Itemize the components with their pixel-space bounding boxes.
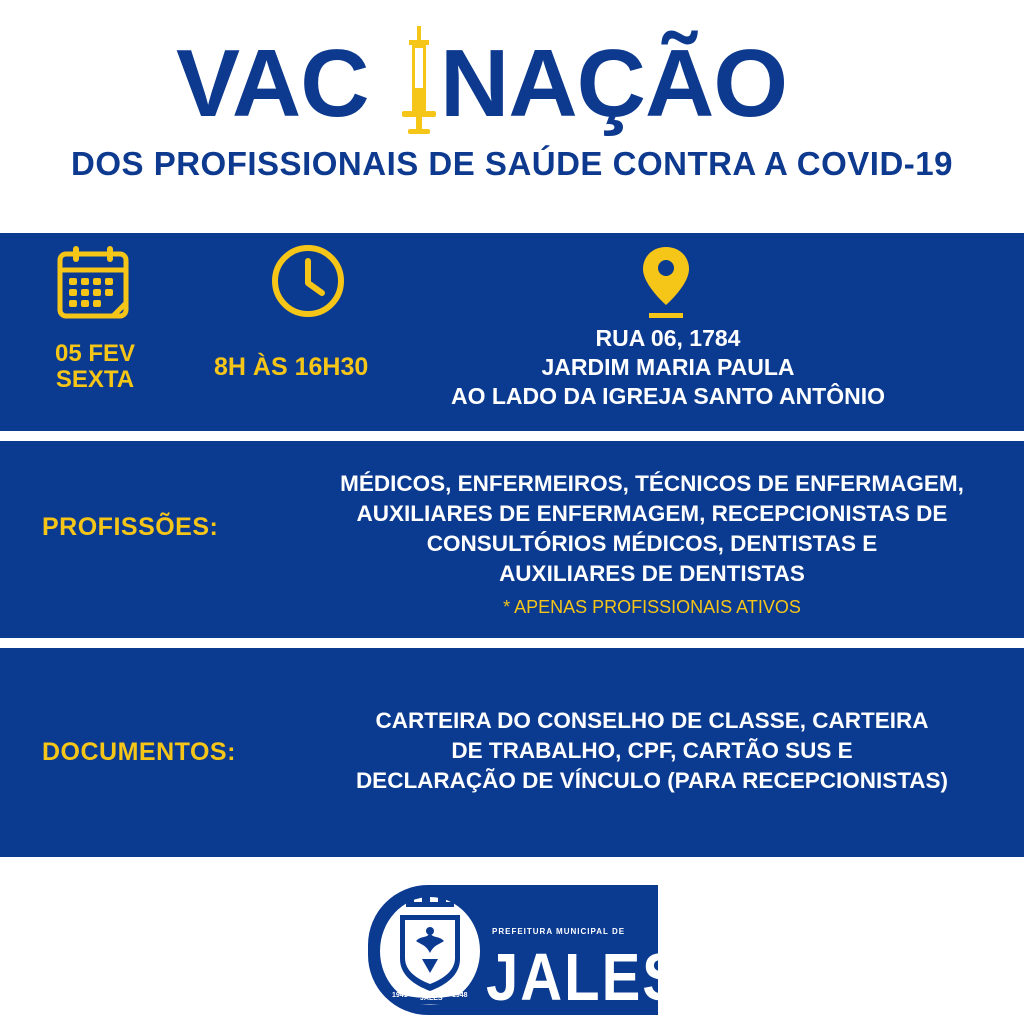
professions-line: AUXILIARES DE DENTISTAS — [499, 561, 805, 586]
info-band — [0, 233, 1024, 431]
logo-city-name: JALES — [486, 940, 683, 1015]
calendar-icon — [57, 245, 131, 321]
professions-line: AUXILIARES DE ENFERMAGEM, RECEPCIONISTAS DE — [356, 501, 948, 526]
title — [0, 26, 1024, 146]
logo-caption: PREFEITURA MUNICIPAL DE — [492, 927, 626, 936]
clock-icon — [270, 243, 346, 319]
documents-label: DOCUMENTOS: — [42, 738, 236, 766]
professions-line: MÉDICOS, ENFERMEIROS, TÉCNICOS DE ENFERMAGEM, — [340, 471, 964, 496]
date — [40, 341, 150, 393]
date-day: 05 FEV — [54, 340, 136, 367]
professions-line: CONSULTÓRIOS MÉDICOS, DENTISTAS E — [426, 531, 878, 556]
city-crest-icon — [378, 893, 482, 1007]
prefeitura-logo — [368, 885, 683, 1015]
documents-list — [300, 706, 1004, 796]
address — [418, 324, 918, 411]
documents-line: CARTEIRA DO CONSELHO DE CLASSE, CARTEIRA — [375, 708, 929, 733]
address-neighborhood: JARDIM MARIA PAULA — [541, 354, 795, 380]
date-weekday: SEXTA — [55, 366, 135, 393]
syringe-icon — [398, 26, 440, 136]
professions-list — [286, 469, 1018, 589]
title-vac: VAC — [176, 30, 369, 137]
documents-line: DE TRABALHO, CPF, CARTÃO SUS E — [451, 738, 853, 763]
documents-line: DECLARAÇÃO DE VÍNCULO (PARA RECEPCIONISTAS) — [355, 768, 949, 793]
professions-band — [0, 441, 1024, 638]
crest-year-right: 1948 — [452, 992, 468, 999]
title-nacao: NAÇÃO — [440, 30, 787, 137]
professions-label: PROFISSÕES: — [42, 513, 219, 541]
address-reference: AO LADO DA IGREJA SANTO ANTÔNIO — [450, 383, 886, 409]
crest-name: JALES — [420, 995, 443, 1002]
documents-band — [0, 648, 1024, 857]
location-pin-icon — [640, 245, 692, 319]
subtitle: DOS PROFISSIONAIS DE SAÚDE CONTRA A COVID-19 — [71, 145, 953, 182]
professions-note: * APENAS PROFISSIONAIS ATIVOS — [503, 597, 801, 617]
crest-year-left: 1941 — [392, 992, 408, 999]
address-street: RUA 06, 1784 — [595, 325, 741, 351]
time: 8H ÀS 16H30 — [214, 353, 369, 381]
